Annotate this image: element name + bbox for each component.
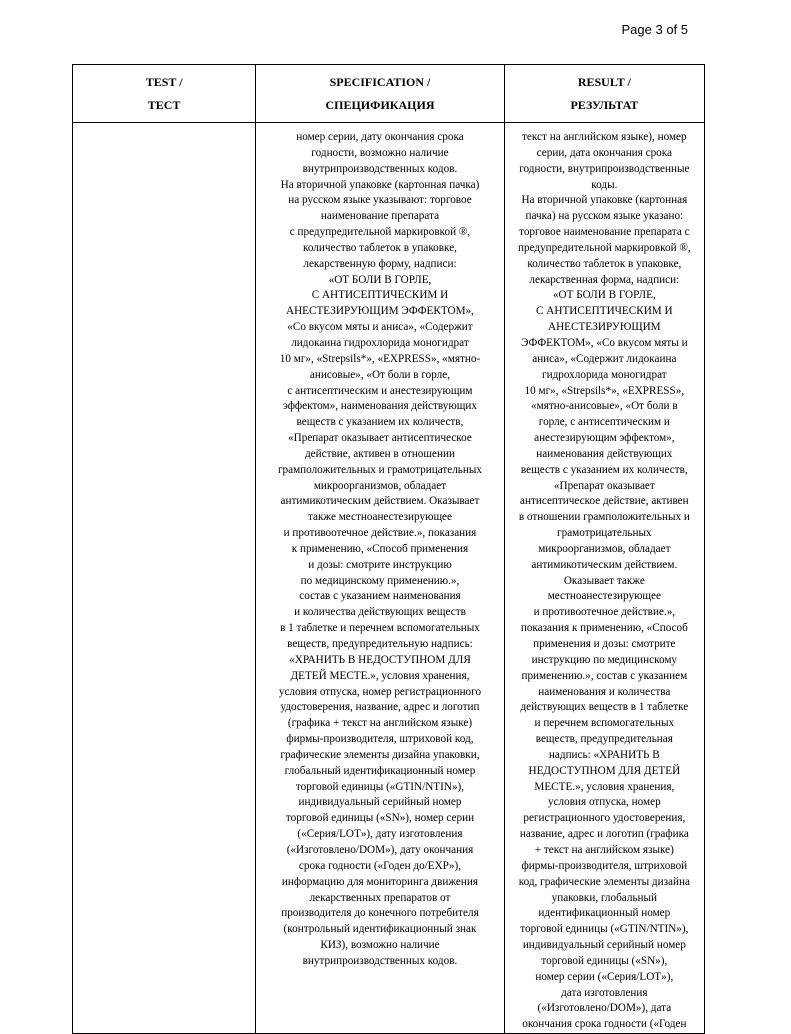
specification-line: состав с указанием наименования xyxy=(299,590,461,603)
specification-line: «ХРАНИТЬ В НЕДОСТУПНОМ ДЛЯ xyxy=(289,653,471,666)
specification-line: (контрольный идентификационный знак xyxy=(283,923,477,936)
specification-line: внутрипроизводственных кодов. xyxy=(302,162,458,175)
result-line: грамотрицательных xyxy=(557,527,652,540)
result-line: НЕДОСТУПНОМ ДЛЯ ДЕТЕЙ xyxy=(528,764,681,777)
specification-line: и дозы: смотрите инструкцию xyxy=(308,558,452,571)
specification-line: в 1 таблетке и перечнем вспомогательных xyxy=(280,622,480,635)
result-line: веществ, предупредительная xyxy=(535,733,673,746)
specification-line: («Изготовлено/DOM»), дату окончания xyxy=(286,843,474,856)
result-line: лекарственная форма, надписи: xyxy=(529,273,680,286)
specification-line: 10 мг», «Strepsils*», «EXPRESS», «мятно- xyxy=(279,352,481,365)
result-line: дата изготовления xyxy=(561,986,648,999)
result-line: гидрохлорида моногидрат xyxy=(542,368,667,381)
specification-line: действие, активен в отношении xyxy=(304,447,455,460)
specification-line: и противоотечное действие.», показания xyxy=(283,527,477,540)
specification-line: «ОТ БОЛИ В ГОРЛЕ, xyxy=(328,273,432,286)
result-line: показания к применению, «Способ xyxy=(520,622,688,635)
result-line: упаковки, глобальный xyxy=(551,891,658,904)
result-line: и перечнем вспомогательных xyxy=(534,717,675,730)
specification-line: информацию для мониторинга движения xyxy=(281,875,479,888)
result-line: антимикотическим действием. xyxy=(531,558,678,571)
result-line: анестезирующим эффектом», xyxy=(534,432,675,445)
result-line: номер серии («Серия/LOT»), xyxy=(535,970,674,983)
specification-line: (графика + текст на английском языке) xyxy=(287,717,473,730)
specification-line: графические элементы дизайна упаковки, xyxy=(280,748,480,761)
result-line: + текст на английском языке) xyxy=(534,843,674,856)
result-line: и противоотечное действие.», xyxy=(533,606,676,619)
specification-line: наименование препарата xyxy=(320,210,440,223)
result-line: регистрационного удостоверения, xyxy=(523,812,686,825)
specification-line: ДЕТЕЙ МЕСТЕ.», условия хранения, xyxy=(290,669,470,682)
specification-line: анисовые», «От боли в горле, xyxy=(309,368,451,381)
cell-result xyxy=(504,123,704,1034)
result-line: применения и дозы: смотрите xyxy=(533,638,676,650)
specification-line: с антисептическим и анестезирующим xyxy=(287,384,473,397)
header-specification xyxy=(256,65,504,123)
header-specification-ru: СПЕЦИФИКАЦИЯ xyxy=(325,97,435,112)
header-result-ru: РЕЗУЛЬТАТ xyxy=(570,97,639,112)
result-line: название, адрес и логотип (графика xyxy=(519,828,689,841)
result-line: торговой единицы («SN»), xyxy=(541,954,668,967)
specification-line: лекарственных препаратов от xyxy=(309,891,451,904)
result-line: На вторичной упаковке (картонная xyxy=(521,194,688,207)
result-line: наименования действующих xyxy=(536,447,673,460)
specification-line: эффектом», наименования действующих xyxy=(283,400,477,413)
result-line: 10 мг», «Strepsils*», «EXPRESS», xyxy=(524,384,685,397)
result-line: С АНТИСЕПТИЧЕСКИМ И xyxy=(536,305,673,318)
specification-line: грамположительных и грамотрицательных xyxy=(277,463,483,476)
result-line: МЕСТЕ.», условия хранения, xyxy=(534,780,675,793)
specification-line: фирмы-производителя, штриховой код, xyxy=(286,733,474,746)
result-line: в отношении грамположительных и xyxy=(518,511,690,524)
result-line: местноанестезирующее xyxy=(547,590,661,603)
header-test-en: TEST / xyxy=(145,74,183,89)
result-line: торговое наименование препарата с xyxy=(519,226,690,239)
specification-line: индивидуальный серийный номер xyxy=(298,796,462,809)
table-row xyxy=(73,123,705,1034)
result-line: идентификационный номер xyxy=(538,907,671,920)
specification-line: торговой единицы («SN»), номер серии xyxy=(285,812,475,825)
page-number: Page 3 of 5 xyxy=(621,22,688,37)
result-line: условия отпуска, номер xyxy=(548,796,661,809)
specification-line: лекарственную форму, надписи: xyxy=(303,257,457,270)
specification-line: и количества действующих веществ xyxy=(294,606,466,619)
specification-line: антимикотическим действием. Оказывает xyxy=(280,495,480,508)
specification-line: «Препарат оказывает антисептическое xyxy=(288,432,472,445)
result-line: годности, внутрипроизводственные xyxy=(519,162,690,175)
specification-line: внутрипроизводственных кодов. xyxy=(302,954,458,967)
test-text xyxy=(73,123,255,130)
result-line: действующих веществ в 1 таблетке xyxy=(520,701,689,714)
result-line: предупредительной маркировкой ®, xyxy=(518,241,691,254)
header-result xyxy=(504,65,704,123)
specification-line: веществ с указанием их количеств, xyxy=(296,416,464,429)
specification-line: веществ, предупредительную надпись: xyxy=(287,638,473,650)
result-line: окончания срока годности («Годен xyxy=(522,1018,687,1031)
specification-line: с предупредительной маркировкой ®, xyxy=(289,226,471,239)
result-line: индивидуальный серийный номер xyxy=(522,939,686,952)
result-line: Оказывает также xyxy=(563,574,645,587)
cell-test xyxy=(73,123,256,1034)
result-line: фирмы-производителя, штриховой xyxy=(521,859,688,872)
header-result-en: RESULT / xyxy=(577,74,631,89)
result-line: горле, с антисептическим и xyxy=(538,416,670,429)
specification-line: производителя до конечного потребителя xyxy=(281,907,479,920)
header-test xyxy=(73,65,256,123)
result-line: применению.», состав с указанием xyxy=(521,669,688,682)
result-line: АНЕСТЕЗИРУЮЩИМ xyxy=(548,321,661,334)
result-line: «ОТ БОЛИ В ГОРЛЕ, xyxy=(552,289,656,302)
result-line: текст на английском языке), номер xyxy=(522,131,687,143)
specification-line: также местноанестезирующее xyxy=(307,511,452,524)
result-line: серии, дата окончания срока xyxy=(536,146,672,159)
specification-line: удостоверения, название, адрес и логотип xyxy=(280,701,480,714)
specification-line: АНЕСТЕЗИРУЮЩИМ ЭФФЕКТОМ», xyxy=(286,305,474,318)
result-line: аниса», «Содержит лидокаина xyxy=(532,352,677,365)
result-line: инструкцию по медицинскому xyxy=(531,653,678,666)
result-line: надпись: «ХРАНИТЬ В xyxy=(548,748,660,761)
specification-text xyxy=(256,123,503,970)
header-test-ru: ТЕСТ xyxy=(147,97,181,112)
specification-line: На вторичной упаковке (картонная пачка) xyxy=(280,178,480,191)
specification-line: по медицинскому применению.», xyxy=(300,574,460,587)
specification-line: («Серия/LOT»), дату изготовления xyxy=(297,828,463,841)
specification-line: торговой единицы («GTIN/NTIN»), xyxy=(295,780,465,793)
result-line: («Изготовлено/DOM»), дата xyxy=(537,1002,672,1015)
specification-line: годности, возможно наличие xyxy=(311,146,449,159)
specification-line: «Со вкусом мяты и аниса», «Содержит xyxy=(287,321,473,334)
specification-line: срока годности («Годен до/EXP»), xyxy=(298,859,462,872)
specification-line: к применению, «Способ применения xyxy=(291,542,469,555)
specification-line: глобальный идентификационный номер xyxy=(284,764,476,777)
result-line: наименования и количества xyxy=(538,685,671,698)
result-line: «мятно-анисовые», «От боли в xyxy=(531,400,678,413)
result-line: пачка) на русском языке указано: xyxy=(525,210,684,223)
cell-specification xyxy=(256,123,504,1034)
result-text xyxy=(505,123,704,1033)
specification-line: условия отпуска, номер регистрационного xyxy=(278,685,482,698)
specification-line: номер серии, дату окончания срока xyxy=(296,131,464,143)
result-line: микроорганизмов, обладает xyxy=(538,542,671,555)
result-line: количество таблеток в упаковке, xyxy=(527,257,682,270)
result-line: веществ с указанием их количеств, xyxy=(520,463,688,476)
specification-table xyxy=(72,64,705,1034)
specification-line: КИЗ), возможно наличие xyxy=(320,939,440,952)
result-line: «Препарат оказывает xyxy=(553,479,655,492)
result-line: ЭФФЕКТОМ», «Со вкусом мяты и xyxy=(521,336,688,349)
specification-line: лидокаина гидрохлорида моногидрат xyxy=(291,336,469,349)
result-line: торговой единицы («GTIN/NTIN»), xyxy=(520,923,689,936)
header-specification-en: SPECIFICATION / xyxy=(329,74,431,89)
result-line: коды. xyxy=(591,178,618,191)
specification-line: С АНТИСЕПТИЧЕСКИМ И xyxy=(311,289,449,302)
specification-line: микроорганизмов, обладает xyxy=(313,479,447,492)
table-header-row xyxy=(73,65,705,123)
result-line: антисептическое действие, активен xyxy=(520,495,689,508)
specification-line: на русском языке указывают: торговое xyxy=(288,194,472,207)
result-line: код, графические элементы дизайна xyxy=(518,875,690,888)
specification-line: количество таблеток в упаковке, xyxy=(302,241,457,254)
